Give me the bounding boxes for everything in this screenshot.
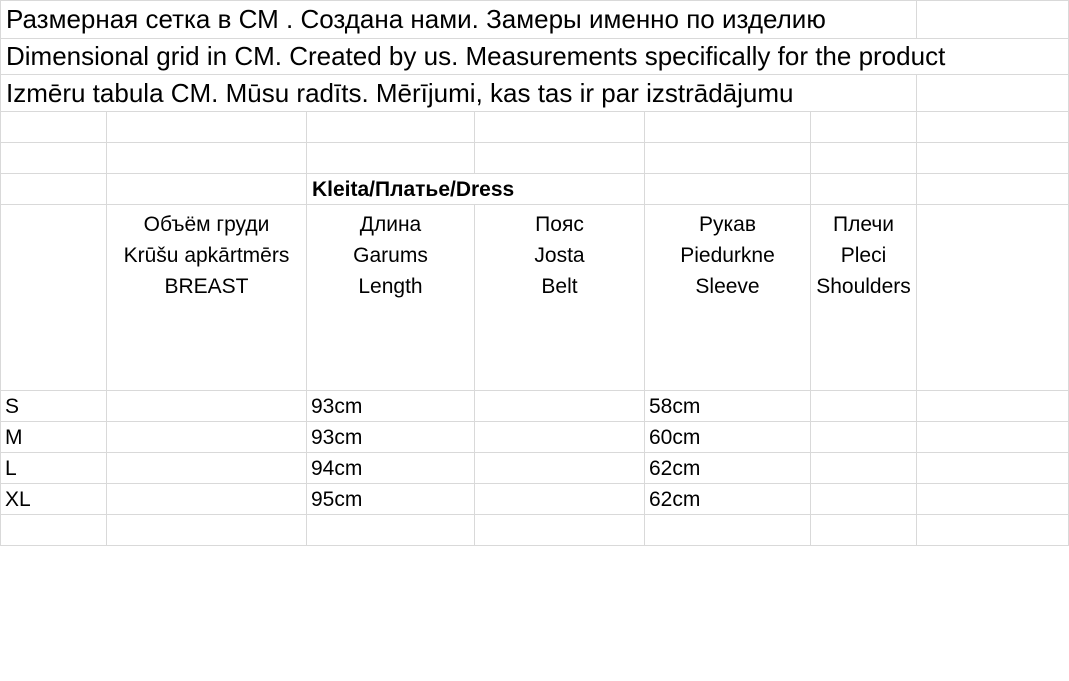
length-cell[interactable]: 93cm bbox=[307, 422, 475, 453]
note-row-en bbox=[0, 38, 1069, 75]
header-shoulders-en: Shoulders bbox=[816, 275, 911, 298]
empty-cell[interactable] bbox=[0, 515, 107, 546]
empty-cell[interactable] bbox=[107, 143, 307, 174]
empty-cell[interactable] bbox=[917, 174, 1069, 205]
belt-cell[interactable] bbox=[475, 391, 645, 422]
table-row bbox=[0, 484, 1069, 515]
header-belt[interactable] bbox=[475, 205, 645, 391]
sleeve-cell[interactable]: 58cm bbox=[645, 391, 811, 422]
empty-cell[interactable] bbox=[811, 112, 917, 143]
empty-cell[interactable] bbox=[917, 391, 1069, 422]
note-row-ru bbox=[0, 0, 1069, 39]
table-row bbox=[0, 391, 1069, 422]
header-belt-lv: Josta bbox=[534, 244, 585, 267]
shoulders-cell[interactable] bbox=[811, 391, 917, 422]
belt-cell[interactable] bbox=[475, 453, 645, 484]
length-cell[interactable]: 94cm bbox=[307, 453, 475, 484]
empty-row bbox=[0, 515, 1069, 546]
note-ru[interactable]: Размерная сетка в СМ . Создана нами. Замеры именно по изделию bbox=[0, 1, 917, 39]
empty-cell[interactable] bbox=[107, 515, 307, 546]
sleeve-cell[interactable]: 62cm bbox=[645, 453, 811, 484]
table-row bbox=[0, 453, 1069, 484]
header-length-ru: Длина bbox=[359, 213, 422, 236]
header-shoulders-lv: Pleci bbox=[840, 244, 887, 267]
length-cell[interactable]: 95cm bbox=[307, 484, 475, 515]
size-cell[interactable]: L bbox=[0, 453, 107, 484]
empty-cell[interactable] bbox=[917, 1, 1069, 39]
empty-row bbox=[0, 112, 1069, 143]
empty-cell[interactable] bbox=[811, 174, 917, 205]
size-cell[interactable]: XL bbox=[0, 484, 107, 515]
shoulders-cell[interactable] bbox=[811, 422, 917, 453]
empty-cell[interactable] bbox=[917, 143, 1069, 174]
empty-cell[interactable] bbox=[645, 112, 811, 143]
title-row bbox=[0, 174, 1069, 205]
breast-cell[interactable] bbox=[107, 391, 307, 422]
note-lv[interactable]: Izmēru tabula CM. Mūsu radīts. Mērījumi, kas tas ir par izstrādājumu bbox=[0, 75, 917, 112]
empty-cell[interactable] bbox=[0, 205, 107, 391]
empty-cell[interactable] bbox=[475, 515, 645, 546]
empty-cell[interactable] bbox=[475, 143, 645, 174]
header-length-en: Length bbox=[358, 275, 423, 298]
empty-cell[interactable] bbox=[307, 143, 475, 174]
header-length-lv: Garums bbox=[353, 244, 428, 267]
breast-cell[interactable] bbox=[107, 484, 307, 515]
empty-cell[interactable] bbox=[107, 174, 307, 205]
header-breast[interactable] bbox=[107, 205, 307, 391]
empty-cell[interactable] bbox=[811, 515, 917, 546]
empty-cell[interactable] bbox=[0, 112, 107, 143]
header-breast-ru: Объём груди bbox=[143, 213, 270, 236]
column-header-row bbox=[0, 205, 1069, 391]
header-sleeve-ru: Рукав bbox=[699, 213, 756, 236]
empty-cell[interactable] bbox=[917, 484, 1069, 515]
shoulders-cell[interactable] bbox=[811, 453, 917, 484]
empty-cell[interactable] bbox=[917, 422, 1069, 453]
breast-cell[interactable] bbox=[107, 422, 307, 453]
empty-cell[interactable] bbox=[917, 205, 1069, 391]
note-row-lv bbox=[0, 75, 1069, 112]
header-shoulders-ru: Плечи bbox=[832, 213, 894, 236]
length-cell[interactable]: 93cm bbox=[307, 391, 475, 422]
header-sleeve-en: Sleeve bbox=[695, 275, 760, 298]
empty-cell[interactable] bbox=[811, 143, 917, 174]
sleeve-cell[interactable]: 60cm bbox=[645, 422, 811, 453]
header-sleeve-lv: Piedurkne bbox=[680, 244, 775, 267]
empty-cell[interactable] bbox=[0, 174, 107, 205]
empty-cell[interactable] bbox=[917, 515, 1069, 546]
header-shoulders[interactable] bbox=[811, 205, 917, 391]
note-en[interactable]: Dimensional grid in CM. Created by us. Measurements specifically for the product bbox=[0, 38, 1069, 75]
empty-cell[interactable] bbox=[307, 515, 475, 546]
belt-cell[interactable] bbox=[475, 484, 645, 515]
empty-cell[interactable] bbox=[107, 112, 307, 143]
empty-cell[interactable] bbox=[0, 143, 107, 174]
belt-cell[interactable] bbox=[475, 422, 645, 453]
header-length[interactable] bbox=[307, 205, 475, 391]
table-title[interactable]: Kleita/Платье/Dress bbox=[307, 174, 645, 205]
empty-cell[interactable] bbox=[645, 515, 811, 546]
header-breast-en: BREAST bbox=[164, 275, 249, 298]
header-breast-lv: Krūšu apkārtmērs bbox=[123, 244, 290, 267]
breast-cell[interactable] bbox=[107, 453, 307, 484]
empty-cell[interactable] bbox=[917, 75, 1069, 112]
empty-cell[interactable] bbox=[307, 112, 475, 143]
header-belt-en: Belt bbox=[541, 275, 578, 298]
header-sleeve[interactable] bbox=[645, 205, 811, 391]
empty-cell[interactable] bbox=[645, 143, 811, 174]
empty-cell[interactable] bbox=[645, 174, 811, 205]
empty-cell[interactable] bbox=[917, 453, 1069, 484]
empty-cell[interactable] bbox=[917, 112, 1069, 143]
empty-row bbox=[0, 143, 1069, 174]
header-belt-ru: Пояс bbox=[535, 213, 584, 236]
table-row bbox=[0, 422, 1069, 453]
sleeve-cell[interactable]: 62cm bbox=[645, 484, 811, 515]
size-cell[interactable]: M bbox=[0, 422, 107, 453]
empty-cell[interactable] bbox=[475, 112, 645, 143]
size-cell[interactable]: S bbox=[0, 391, 107, 422]
shoulders-cell[interactable] bbox=[811, 484, 917, 515]
